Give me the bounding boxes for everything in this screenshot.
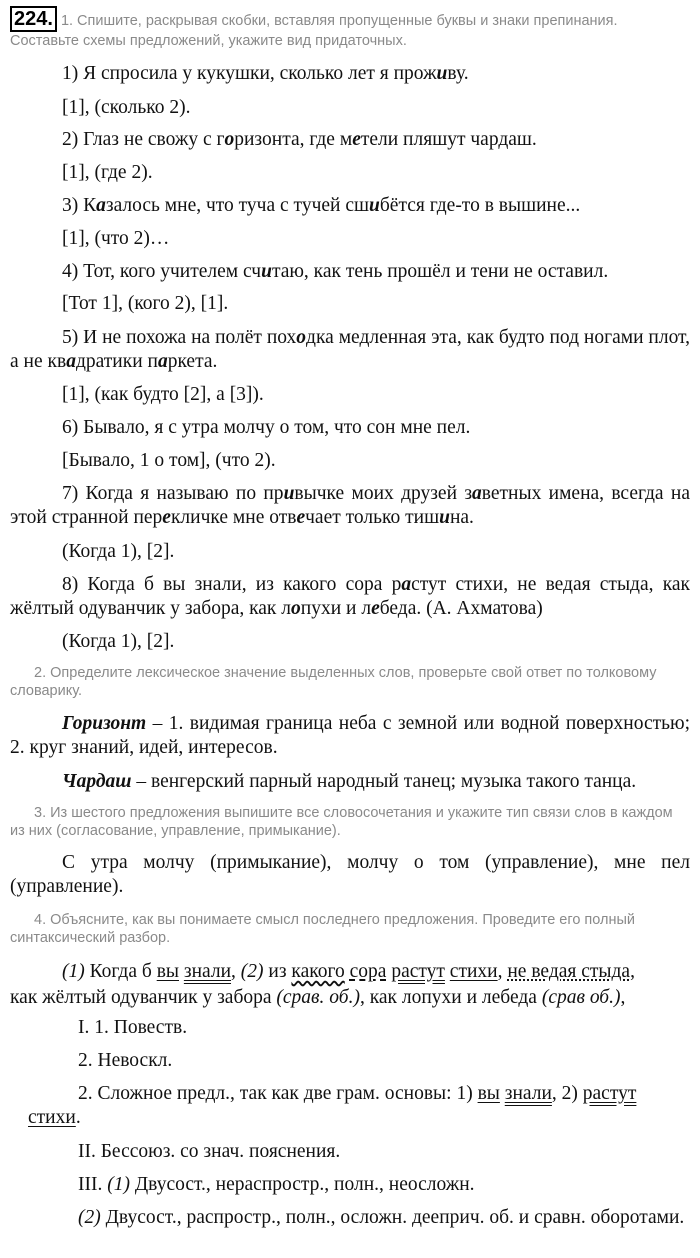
task-3: 3. Из шестого предложения выпишите все словосочетания и укажите тип связи слов в каждом из них (согласование, управление, примыкание).: [10, 805, 673, 839]
task-1-text: 1. Спишите, раскрывая скобки, вставляя пропущенные буквы и знаки препинания. Составьте схемы предложений, укажите вид придаточных.: [10, 13, 618, 49]
sentence-8: 8) Когда б вы знали, из какого сора растут стихи, не ведая стыда, как жёлтый одуванчик у забора, как лопухи и лебеда. (А. Ахматова): [10, 574, 690, 619]
task-1: [10, 6, 690, 50]
sentence-1: 1) Я спросила у кукушки, сколько лет я проживу.: [62, 63, 469, 84]
definition-chardash: Чардаш – венгерский парный народный танец; музыка такого танца.: [62, 771, 637, 792]
scheme-7: (Когда 1), [2].: [62, 541, 175, 562]
sentence-7: 7) Когда я называю по привычке моих друзей заветных имена, всегда на этой странной перекличке мне отвечает только тишина.: [10, 483, 690, 528]
scheme-3: [1], (что 2)…: [62, 228, 170, 249]
analysis-item-3: 2. Сложное предл., так как две грам. основы: 1) вы знали, 2) растут: [78, 1083, 637, 1104]
sentence-3: 3) Казалось мне, что туча с тучей сшибётся где-то в вышине...: [62, 195, 581, 216]
answer-3: С утра молчу (примыкание), молчу о том (управление), мне пел (управление).: [10, 852, 690, 897]
term-chardash: Чардаш: [62, 771, 132, 792]
analysis-item-5: III. (1) Двусост., нераспростр., полн., неосложн.: [78, 1174, 475, 1195]
sentence-6: 6) Бывало, я с утра молчу о том, что сон мне пел.: [62, 417, 471, 438]
subject-vy: вы: [156, 961, 179, 982]
analysis-line-2: как жёлтый одуванчик у забора (срав. об.), как лопухи и лебеда (срав об.),: [10, 987, 626, 1008]
analysis-item-3-cont: стихи.: [28, 1107, 81, 1128]
task-2: 2. Определите лексическое значение выделенных слов, проверьте свой ответ по толковому словарику.: [10, 665, 657, 699]
predicate-znali: знали: [183, 961, 232, 982]
analysis-item-2: 2. Невоскл.: [78, 1050, 173, 1071]
sentence-2: 2) Глаз не свожу с горизонта, где метели пляшут чардаш.: [62, 129, 537, 150]
definition-horizon: Горизонт – 1. видимая граница неба с земной или водной поверхностью; 2. круг знаний, идей, интересов.: [10, 713, 690, 758]
analysis-item-4: II. Бессоюз. со знач. пояснения.: [78, 1141, 341, 1162]
scheme-8: (Когда 1), [2].: [62, 631, 175, 652]
scheme-5: [1], (как будто [2], а [3]).: [62, 384, 264, 405]
scheme-1: [1], (сколько 2).: [62, 97, 191, 118]
analysis-item-1: I. 1. Повеств.: [78, 1017, 188, 1038]
scheme-2: [1], (где 2).: [62, 162, 153, 183]
sentence-5: 5) И не похожа на полёт походка медленная эта, как будто под ногами плот, а не квадратики паркета.: [10, 327, 690, 372]
scheme-4: [Тот 1], (кого 2), [1].: [62, 293, 229, 314]
analysis-item-6: (2) Двусост., распростр., полн., осложн. дееприч. об. и сравн. оборотами.: [78, 1207, 685, 1228]
term-horizon: Горизонт: [62, 713, 147, 734]
task-4: 4. Объясните, как вы понимаете смысл последнего предложения. Проведите его полный синтаксический разбор.: [10, 912, 636, 946]
scheme-6: [Бывало, 1 о том], (что 2).: [62, 450, 276, 471]
task-number: 224.: [10, 6, 57, 32]
analysis-line-1: (1) Когда б вы знали, (2) из какого сора растут стихи, не ведая стыда,: [62, 961, 635, 982]
sentence-4: 4) Тот, кого учителем считаю, как тень прошёл и тени не оставил.: [62, 261, 609, 282]
